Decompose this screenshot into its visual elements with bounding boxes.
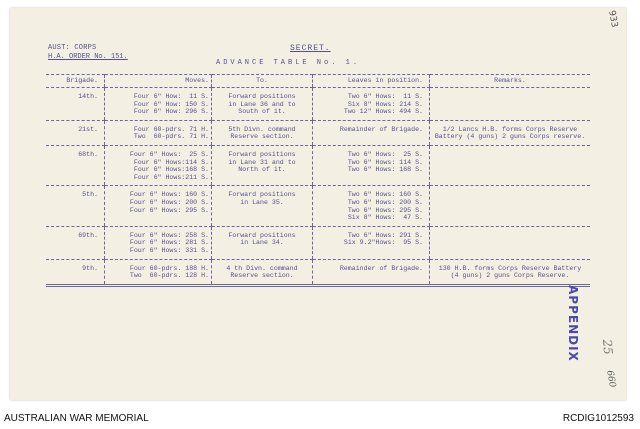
to-line: in Lane 31 and to (228, 158, 296, 166)
to-line: in Lane 35. (240, 198, 284, 206)
leaves-cell (313, 226, 430, 259)
leaves-line: Two 12" Hows: 494 S. (343, 108, 423, 116)
to-line: Reserve section. (230, 133, 294, 141)
table-title: ADVANCE TABLE No. 1. (216, 59, 361, 67)
to-line: 5th Divn. command (228, 125, 296, 133)
leaves-line: Two 6" Hows: 295 S. (347, 206, 423, 214)
to-line: South of it. (238, 108, 286, 116)
to-line: Forward positions (228, 150, 296, 158)
corps-label: AUST: CORPS (48, 44, 97, 52)
to-line: North of it. (238, 166, 286, 174)
remarks-line: Battery (4 guns) 2 guns Corps reserve. (434, 133, 586, 141)
handwritten-page: 660 (604, 369, 618, 389)
appendix-stamp: APPENDIX (566, 285, 580, 362)
moves-line: Two 60-pdrs. 71 H. (133, 133, 209, 141)
order-number: H.A. ORDER No. 151. (48, 53, 128, 61)
leaves-line: Six 8" Hows: 47 S. (347, 214, 423, 222)
to-line: in Lane 36 and to (228, 100, 296, 108)
leaves-cell (313, 88, 430, 121)
moves-cell (105, 88, 212, 121)
col-moves: Moves. (105, 75, 212, 88)
to-line: Forward positions (228, 231, 296, 239)
leaves-line: Two 6" Hows: 114 S. (347, 158, 423, 166)
brigade-cell: 14th. (46, 88, 105, 121)
moves-line: Four 60-pdrs. 71 H. (133, 125, 209, 133)
leaves-cell (313, 259, 430, 285)
to-line: in Lane 34. (240, 239, 284, 247)
to-line: Forward positions (228, 93, 296, 100)
corner-page-number: 933 (606, 9, 620, 29)
leaves-cell (313, 120, 430, 145)
leaves-line: Two 6" Hows: 11 S. (347, 93, 423, 100)
order-header (48, 44, 128, 62)
leaves-line: Two 6" Hows: 25 S. (347, 150, 423, 158)
table-row (46, 88, 590, 121)
moves-line: Four 6" How: 296 S. (133, 108, 209, 116)
moves-line: Four 6" Hows: 281 S. (129, 239, 209, 247)
moves-cell (105, 145, 212, 185)
col-remarks: Remarks. (430, 75, 591, 88)
secret-marking: SECRET. (290, 44, 331, 53)
leaves-line: Six 8" Hows: 214 S. (347, 100, 423, 108)
to-cell (212, 88, 313, 121)
handwritten-number: 25 (600, 338, 616, 356)
moves-line: Four 6" Hows: 295 S. (129, 206, 209, 214)
to-cell (212, 145, 313, 185)
remarks-line: 1/2 Lancs H.B. forms Corps Reserve (442, 125, 578, 133)
to-cell (212, 120, 313, 145)
moves-line: Four 6" How: 150 S. (133, 100, 209, 108)
brigade-cell: 5th. (46, 186, 105, 226)
archive-name: AUSTRALIAN WAR MEMORIAL (4, 413, 149, 424)
leaves-line: Six 9.2"Hows: 95 S. (343, 239, 423, 247)
moves-cell (105, 259, 212, 285)
brigade-cell: 69th. (46, 226, 105, 259)
moves-cell (105, 226, 212, 259)
moves-line: Four 6" How: 11 S. (133, 93, 209, 100)
table-row (46, 226, 590, 259)
table-row (46, 259, 590, 285)
remarks-cell (430, 88, 591, 121)
advance-table (46, 74, 590, 287)
moves-line: Four 6" Hows:168 S. (133, 166, 209, 174)
leaves-cell (313, 145, 430, 185)
to-line: 4 th Divn. command (226, 264, 298, 272)
leaves-line: Two 6" Hows: 200 S. (347, 198, 423, 206)
table-row (46, 120, 590, 145)
moves-line: Four 6" Hows: 331 S. (129, 246, 209, 254)
moves-cell (105, 120, 212, 145)
brigade-cell: 9th. (46, 259, 105, 285)
col-leaves: Leaves in position. (313, 75, 430, 88)
to-line: Reserve section. (230, 272, 294, 280)
moves-cell (105, 186, 212, 226)
brigade-cell: 21st. (46, 120, 105, 145)
moves-line: Four 6" Hows: 25 S. (129, 150, 209, 158)
table-row (46, 145, 590, 185)
to-cell (212, 226, 313, 259)
remarks-line: 130 H.B. forms Corps Reserve Battery (438, 264, 582, 272)
remarks-cell (430, 259, 591, 285)
col-to: To. (212, 75, 313, 88)
leaves-line: Remainder of Brigade. (339, 125, 423, 133)
moves-line: Four 60-pdrs. 188 H. (129, 264, 209, 272)
remarks-cell (430, 145, 591, 185)
to-line: Forward positions (228, 191, 296, 199)
table-row (46, 186, 590, 226)
leaves-cell (313, 186, 430, 226)
moves-line: Two 60-pdrs. 128 H. (129, 272, 209, 280)
archive-footer (0, 409, 640, 429)
brigade-cell: 68th. (46, 145, 105, 185)
moves-line: Four 6" Hows:211 S. (133, 173, 209, 181)
remarks-cell (430, 186, 591, 226)
leaves-line: Remainder of Brigade. (339, 264, 423, 272)
moves-line: Four 6" Hows: 200 S. (129, 198, 209, 206)
moves-line: Four 6" Hows:114 S. (133, 158, 209, 166)
remarks-cell (430, 120, 591, 145)
to-cell (212, 186, 313, 226)
moves-line: Four 6" Hows: 160 S. (129, 191, 209, 199)
col-brigade: Brigade. (46, 75, 105, 88)
table-header-row (46, 75, 590, 88)
archive-id: RCDIG1012593 (562, 413, 634, 424)
moves-line: Four 6" Hows: 258 S. (129, 231, 209, 239)
remarks-line: (4 guns) 2 guns Corps Reserve. (450, 272, 570, 280)
to-cell (212, 259, 313, 285)
leaves-line: Two 6" Hows: 291 S. (347, 231, 423, 239)
remarks-cell (430, 226, 591, 259)
leaves-line: Two 6" Hows: 168 S. (347, 166, 423, 174)
leaves-line: Two 6" Hows: 160 S. (347, 191, 423, 199)
